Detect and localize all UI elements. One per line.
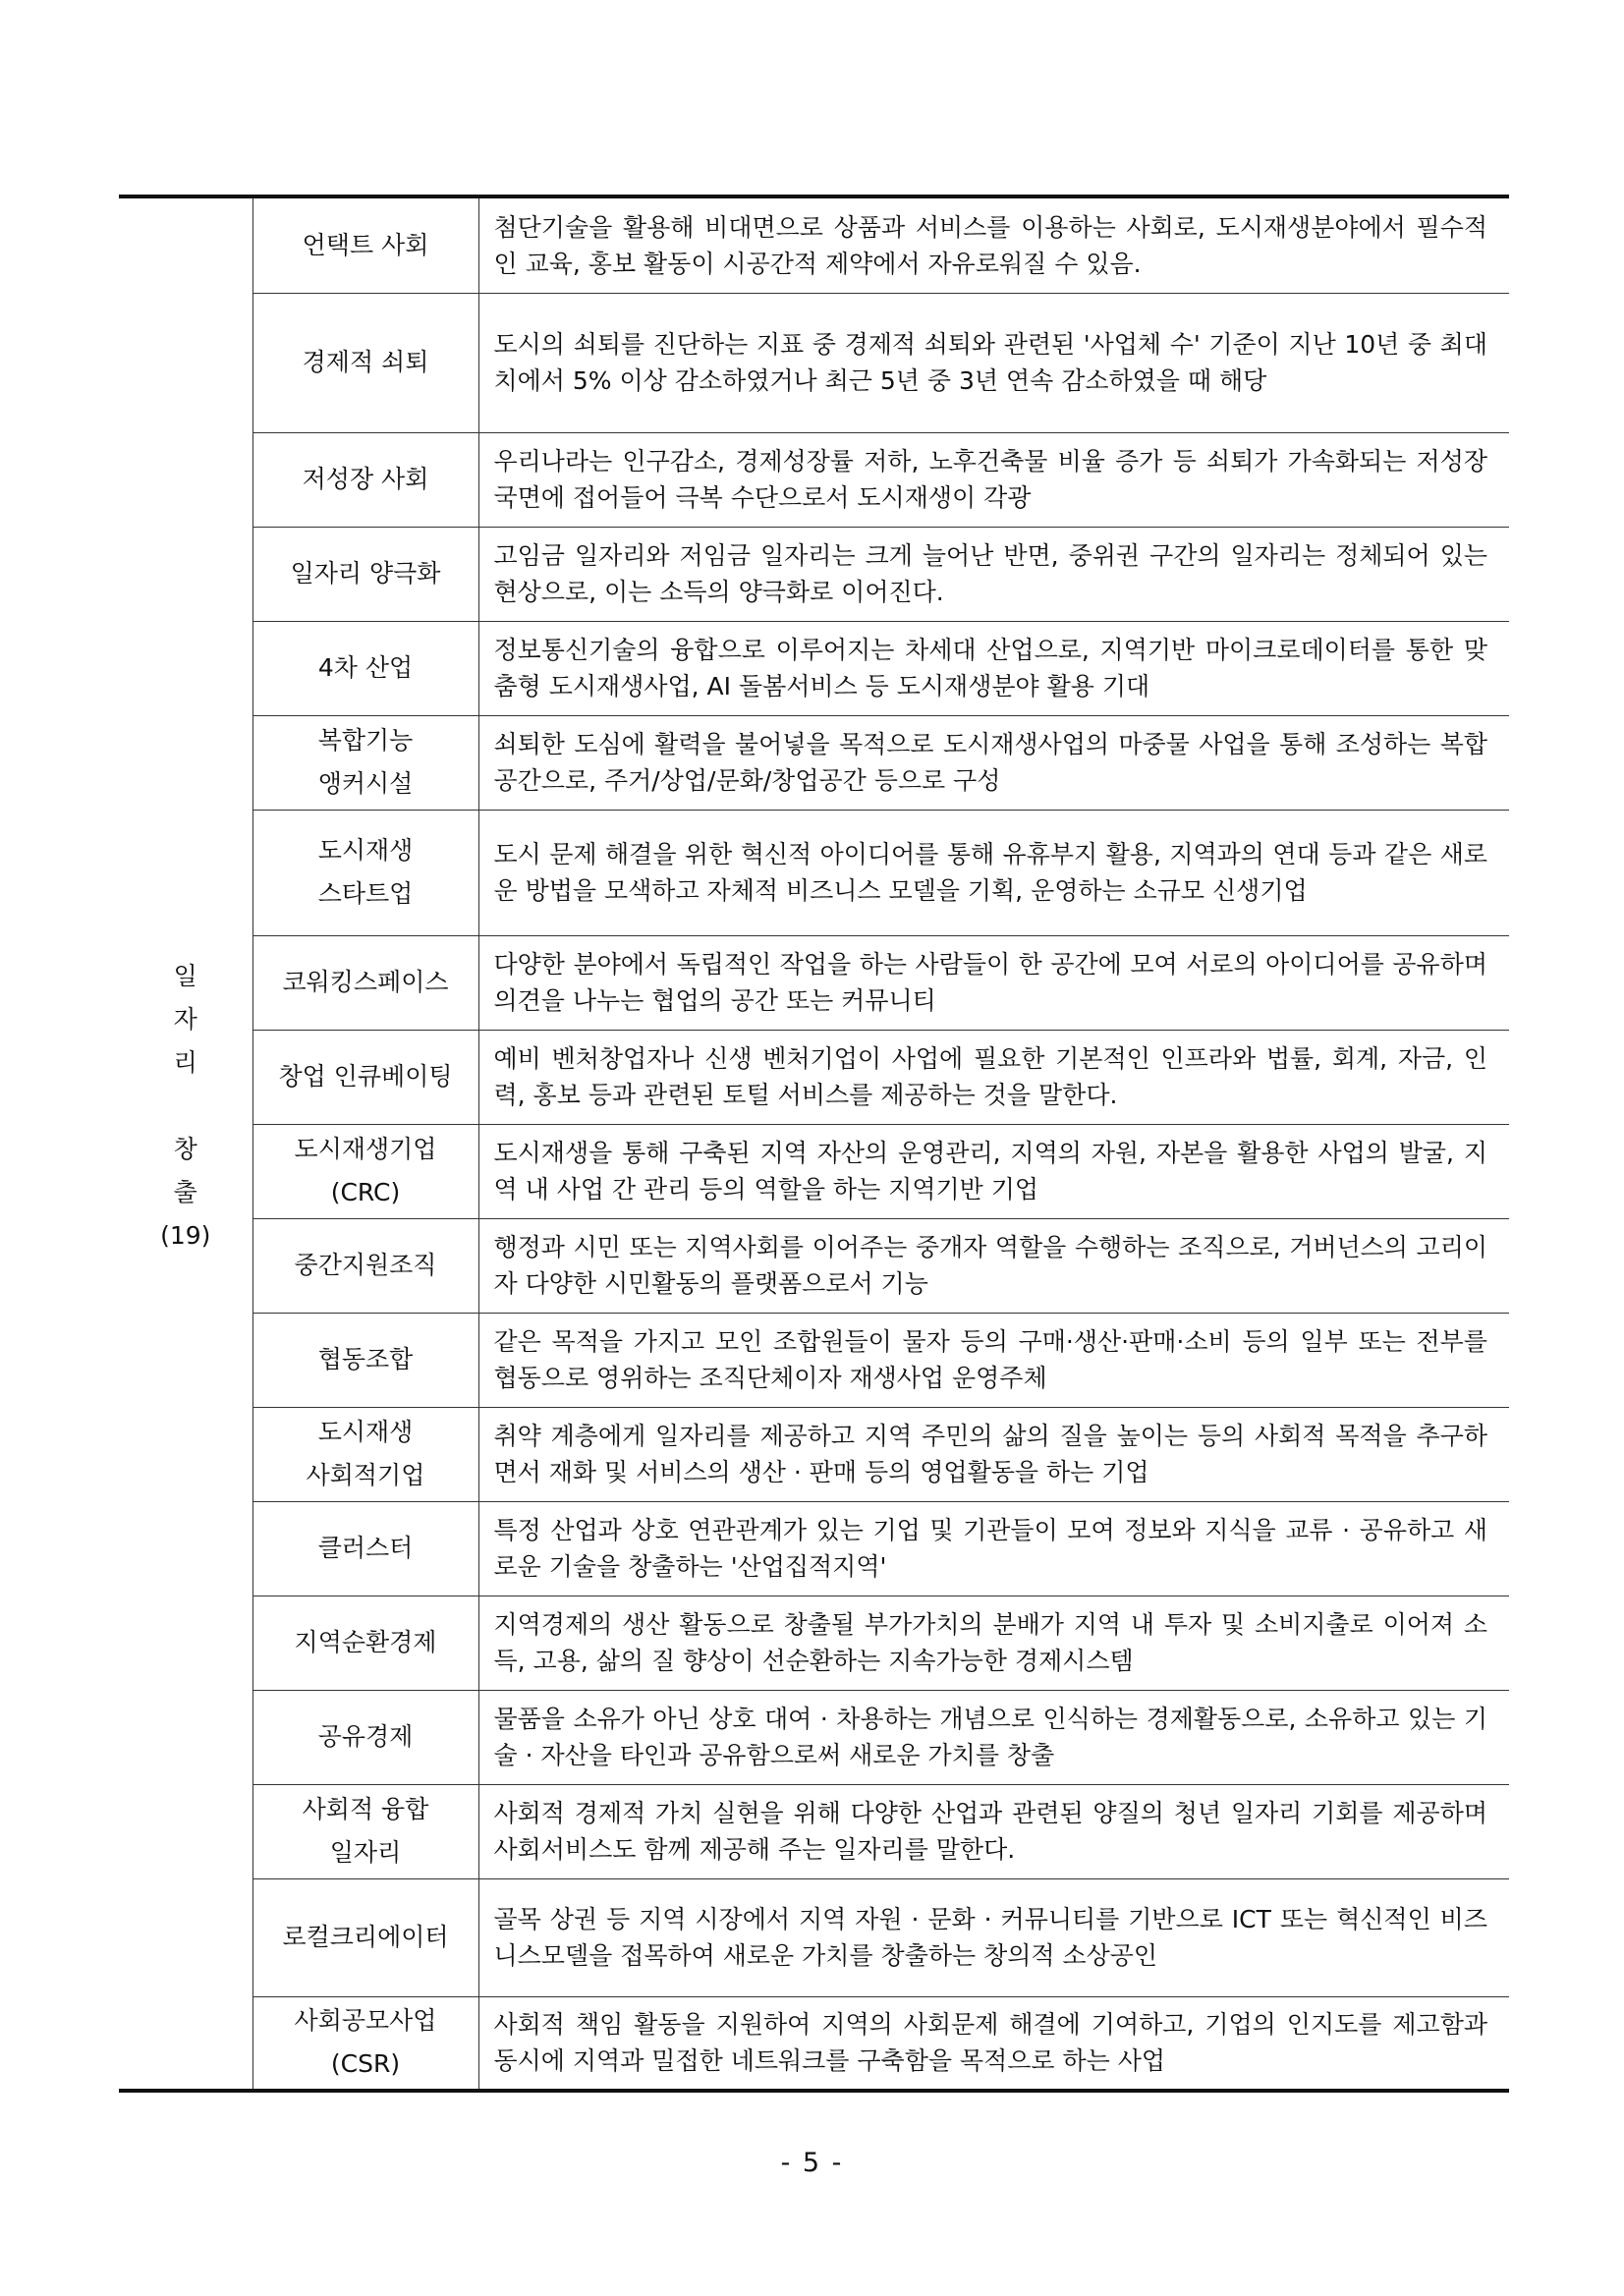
table-row (119, 935, 1509, 1030)
term-cell (252, 1218, 478, 1313)
term-cell (252, 1784, 478, 1878)
table-row (119, 1501, 1509, 1596)
definition-cell: 도시재생을 통해 구축된 지역 자산의 운영관리, 지역의 자원, 자본을 활용한 사업의 발굴, 지역 내 사업 간 관리 등의 역할을 하는 지역기반 기업 (478, 1124, 1509, 1218)
term-cell (252, 1596, 478, 1690)
glossary-table (119, 195, 1509, 2093)
term-cell (252, 1878, 478, 1996)
term-label: 사회공모사업 (294, 2006, 437, 2036)
definition-cell: 골목 상권 등 지역 시장에서 지역 자원 · 문화 · 커뮤니티를 기반으로 ICT 또는 혁신적인 비즈니스모델을 접목하여 새로운 가치를 창출하는 창의적 소상공인 (478, 1878, 1509, 1996)
definition-cell: 지역경제의 생산 활동으로 창출될 부가가치의 분배가 지역 내 투자 및 소비지출로 이어져 소득, 고용, 삶의 질 향상이 선순환하는 지속가능한 경제시스템 (478, 1596, 1509, 1690)
table-row (119, 1030, 1509, 1124)
term-cell (252, 715, 478, 810)
category-char: (19) (160, 1221, 211, 1250)
term-cell (252, 621, 478, 715)
term-label: 일자리 양극화 (290, 559, 441, 588)
term-cell (252, 1124, 478, 1218)
term-label: 저성장 사회 (302, 465, 429, 493)
category-char: 일 (173, 962, 197, 990)
term-cell (252, 1690, 478, 1784)
table-row (119, 1313, 1509, 1407)
definition-cell: 특정 산업과 상호 연관관계가 있는 기업 및 기관들이 모여 정보와 지식을 교류 · 공유하고 새로운 기술을 창출하는 '산업집적지역' (478, 1501, 1509, 1596)
term-label: 클러스터 (317, 1534, 414, 1562)
term-cell (252, 432, 478, 527)
table-row (119, 1878, 1509, 1996)
table-row (119, 1596, 1509, 1690)
definition-cell: 취약 계층에게 일자리를 제공하고 지역 주민의 삶의 질을 높이는 등의 사회적 목적을 추구하면서 재화 및 서비스의 생산 · 판매 등의 영업활동을 하는 기업 (478, 1407, 1509, 1501)
term-cell (252, 1313, 478, 1407)
term-cell (252, 1030, 478, 1124)
term-cell (252, 1407, 478, 1501)
table-row (119, 1690, 1509, 1784)
definition-cell: 예비 벤처창업자나 신생 벤처기업이 사업에 필요한 기본적인 인프라와 법률, 회계, 자금, 인력, 홍보 등과 관련된 토털 서비스를 제공하는 것을 말한다. (478, 1030, 1509, 1124)
term-cell (252, 1996, 478, 2091)
term-cell (252, 810, 478, 935)
term-cell (252, 527, 478, 621)
category-char: 리 (173, 1048, 197, 1077)
term-label: 중간지원조직 (294, 1251, 437, 1279)
definition-cell: 고임금 일자리와 저임금 일자리는 크게 늘어난 반면, 중위권 구간의 일자리는 정체되어 있는 현상으로, 이는 소득의 양극화로 이어진다. (478, 527, 1509, 621)
term-label: 복합기능 (317, 726, 414, 755)
category-char: 창 (173, 1135, 197, 1163)
definition-cell: 우리나라는 인구감소, 경제성장률 저하, 노후건축물 비율 증가 등 쇠퇴가 가속화되는 저성장 국면에 접어들어 극복 수단으로서 도시재생이 각광 (478, 432, 1509, 527)
term-label: 도시재생기업 (294, 1135, 437, 1163)
term-label: 협동조합 (317, 1345, 414, 1373)
table-row (119, 1124, 1509, 1218)
term-label: 도시재생 (317, 836, 414, 865)
table-row (119, 1218, 1509, 1313)
table-row (119, 1784, 1509, 1878)
category-char (119, 1085, 252, 1128)
term-label: 언택트 사회 (302, 230, 429, 259)
term-label: 스타트업 (317, 879, 414, 908)
definition-cell: 물품을 소유가 아닌 상호 대여 · 차용하는 개념으로 인식하는 경제활동으로, 소유하고 있는 기술 · 자산을 타인과 공유함으로써 새로운 가치를 창출 (478, 1690, 1509, 1784)
term-label: 도시재생 (317, 1418, 414, 1446)
term-cell (252, 293, 478, 432)
term-label: 경제적 쇠퇴 (302, 348, 429, 376)
page-number: - 5 - (780, 2148, 844, 2178)
term-cell (252, 1501, 478, 1596)
table-row (119, 810, 1509, 935)
table-row (119, 196, 1509, 293)
table-row (119, 293, 1509, 432)
term-label: (CSR) (330, 2049, 401, 2079)
term-label: 로컬크리에이터 (282, 1923, 449, 1951)
term-label: 사회적기업 (306, 1461, 425, 1489)
term-label: 지역순환경제 (294, 1628, 437, 1656)
category-char: 출 (173, 1178, 197, 1206)
term-label: 공유경제 (317, 1722, 414, 1751)
definition-cell: 첨단기술을 활용해 비대면으로 상품과 서비스를 이용하는 사회로, 도시재생분야에서 필수적인 교육, 홍보 활동이 시공간적 제약에서 자유로워질 수 있음. (478, 196, 1509, 293)
definition-cell: 도시 문제 해결을 위한 혁신적 아이디어를 통해 유휴부지 활용, 지역과의 연대 등과 같은 새로운 방법을 모색하고 자체적 비즈니스 모델을 기획, 운영하는 소규모 신생기업 (478, 810, 1509, 935)
table-row (119, 1996, 1509, 2091)
table-row (119, 432, 1509, 527)
term-label: 창업 인큐베이팅 (278, 1062, 453, 1091)
term-cell (252, 935, 478, 1030)
term-label: 앵커시설 (317, 769, 414, 798)
term-label: (CRC) (330, 1178, 401, 1206)
definition-cell: 사회적 책임 활동을 지원하여 지역의 사회문제 해결에 기여하고, 기업의 인지도를 제고함과 동시에 지역과 밀접한 네트워크를 구축함을 목적으로 하는 사업 (478, 1996, 1509, 2091)
category-char: 자 (173, 1005, 197, 1034)
definition-cell: 같은 목적을 가지고 모인 조합원들이 물자 등의 구매·생산·판매·소비 등의 일부 또는 전부를 협동으로 영위하는 조직단체이자 재생사업 운영주체 (478, 1313, 1509, 1407)
category-cell (119, 196, 252, 2091)
table-row (119, 715, 1509, 810)
definition-cell: 쇠퇴한 도심에 활력을 불어넣을 목적으로 도시재생사업의 마중물 사업을 통해 조성하는 복합공간으로, 주거/상업/문화/창업공간 등으로 구성 (478, 715, 1509, 810)
term-label: 일자리 (329, 1838, 402, 1867)
term-cell (252, 196, 478, 293)
term-label: 사회적 융합 (302, 1795, 429, 1823)
definition-cell: 행정과 시민 또는 지역사회를 이어주는 중개자 역할을 수행하는 조직으로, 거버넌스의 고리이자 다양한 시민활동의 플랫폼으로서 기능 (478, 1218, 1509, 1313)
definition-cell: 도시의 쇠퇴를 진단하는 지표 중 경제적 쇠퇴와 관련된 '사업체 수' 기준이 지난 10년 중 최대치에서 5% 이상 감소하였거나 최근 5년 중 3년 연속 감소하였을 때 해당 (478, 293, 1509, 432)
definition-cell: 정보통신기술의 융합으로 이루어지는 차세대 산업으로, 지역기반 마이크로데이터를 통한 맞춤형 도시재생사업, AI 돌봄서비스 등 도시재생분야 활용 기대 (478, 621, 1509, 715)
term-label: 코워킹스페이스 (282, 968, 449, 996)
table-row (119, 621, 1509, 715)
table-row (119, 527, 1509, 621)
term-label: 4차 산업 (317, 653, 414, 682)
definition-cell: 다양한 분야에서 독립적인 작업을 하는 사람들이 한 공간에 모여 서로의 아이디어를 공유하며 의견을 나누는 협업의 공간 또는 커뮤니티 (478, 935, 1509, 1030)
table-row (119, 1407, 1509, 1501)
definition-cell: 사회적 경제적 가치 실현을 위해 다양한 산업과 관련된 양질의 청년 일자리 기회를 제공하며 사회서비스도 함께 제공해 주는 일자리를 말한다. (478, 1784, 1509, 1878)
